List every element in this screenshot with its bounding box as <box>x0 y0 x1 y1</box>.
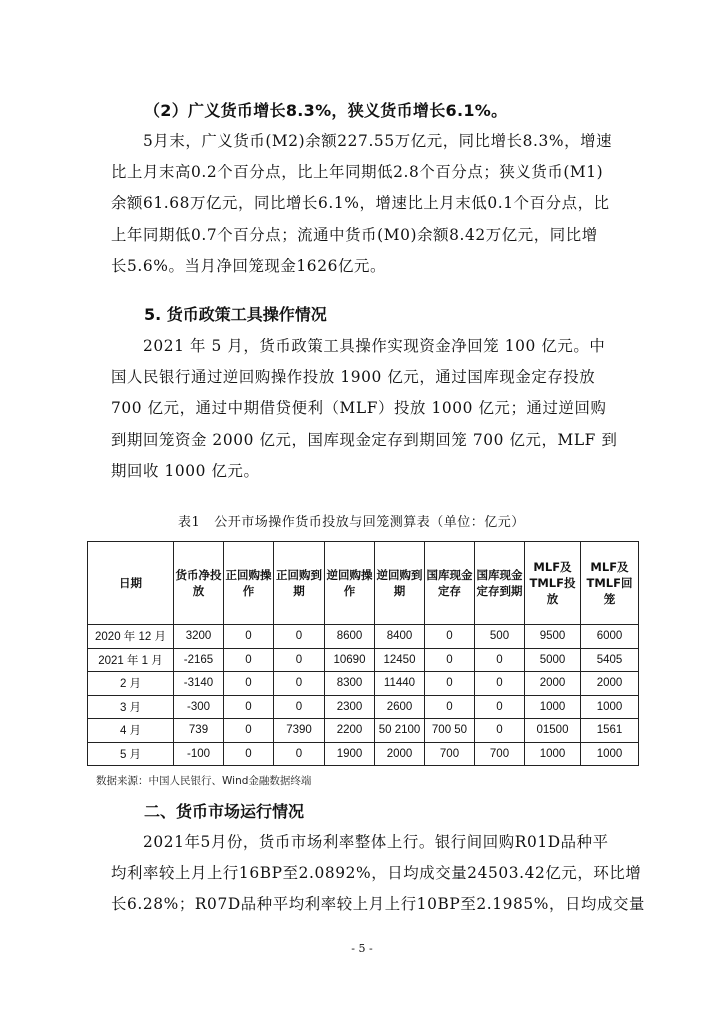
table-cell: 01500 <box>525 719 581 743</box>
paragraph-money-market <box>111 827 645 921</box>
table-body <box>88 625 639 766</box>
paragraph-line: 到期回笼资金 2000 亿元，国库现金定存到期回笼 700 亿元，MLF 到 <box>111 430 618 449</box>
table-cell: 10690 <box>325 648 375 672</box>
paragraph-line: 2021年5月份，货币市场利率整体上行。银行间回购R01D品种平 <box>143 833 609 851</box>
table-header-cell: 国库现金定存 <box>425 542 475 625</box>
table-cell: 1000 <box>581 695 639 719</box>
paragraph-line: 国人民银行通过逆回购操作投放 1900 亿元，通过国库现金定存投放 <box>111 368 596 387</box>
table-header-cell: 正回购到期 <box>274 542 325 625</box>
table-cell: 2000 <box>375 742 425 766</box>
table-row <box>88 625 639 649</box>
table-caption-label: 表1 <box>178 515 201 530</box>
table-header-cell: 逆回购到期 <box>375 542 425 625</box>
table-cell: 11440 <box>375 672 425 696</box>
paragraph-line: 长5.6%。当月净回笼现金1626亿元。 <box>111 256 386 275</box>
table-caption <box>178 511 525 530</box>
table-cell: 1000 <box>525 742 581 766</box>
table-cell: 0 <box>274 742 325 766</box>
table-cell: 0 <box>425 695 475 719</box>
table-cell: 9500 <box>525 625 581 649</box>
table-header-cell: 逆回购操作 <box>325 542 375 625</box>
table-cell: 6000 <box>581 625 639 649</box>
paragraph-line: 上年同期低0.7个百分点；流通中货币(M0)余额8.42万亿元，同比增 <box>111 225 598 244</box>
table-header-cell: 日期 <box>88 542 174 625</box>
table-cell: 0 <box>224 695 274 719</box>
table-row <box>88 672 639 696</box>
table-source-note: 数据来源：中国人民银行、Wind金融数据终端 <box>96 775 312 787</box>
table-cell: 0 <box>224 648 274 672</box>
table-cell: -2165 <box>174 648 224 672</box>
section-5-heading: 5. 货币政策工具操作情况 <box>144 305 327 324</box>
table-cell: 5000 <box>525 648 581 672</box>
table-cell: 700 50 <box>425 719 475 743</box>
table-caption-title: 公开市场操作货币投放与回笼测算表（单位：亿元） <box>214 515 525 530</box>
paragraph-line: 期回收 1000 亿元。 <box>111 461 260 480</box>
paragraph-line: 比上月末高0.2个百分点，比上年同期低2.8个百分点；狭义货币(M1) <box>111 163 604 182</box>
table-cell: 0 <box>425 648 475 672</box>
table-cell: 0 <box>425 672 475 696</box>
table-header-cell: 货币净投放 <box>174 542 224 625</box>
table-cell: 3200 <box>174 625 224 649</box>
table-cell: 2300 <box>325 695 375 719</box>
table-date-cell: 3 月 <box>88 695 174 719</box>
table-cell: 2000 <box>581 672 639 696</box>
table-cell: 0 <box>475 695 525 719</box>
table-cell: 739 <box>174 719 224 743</box>
table-row <box>88 695 639 719</box>
table-cell: 0 <box>475 648 525 672</box>
table-cell: 2600 <box>375 695 425 719</box>
table-cell: 5405 <box>581 648 639 672</box>
page-number: - 5 - <box>351 942 373 955</box>
table-cell: 0 <box>224 625 274 649</box>
table-cell: -100 <box>174 742 224 766</box>
table-header-cell: 国库现金定存到期 <box>475 542 525 625</box>
table-date-cell: 2021 年 1 月 <box>88 648 174 672</box>
table-cell: 0 <box>475 719 525 743</box>
table-cell: 0 <box>274 672 325 696</box>
table-row <box>88 742 639 766</box>
table-cell: 7390 <box>274 719 325 743</box>
table-cell: 1000 <box>525 695 581 719</box>
table-cell: 8300 <box>325 672 375 696</box>
table-date-cell: 4 月 <box>88 719 174 743</box>
section-2-heading: （2）广义货币增长8.3%，狭义货币增长6.1%。 <box>144 101 508 120</box>
table-cell: 12450 <box>375 648 425 672</box>
table-cell: 2000 <box>525 672 581 696</box>
table-cell: 1900 <box>325 742 375 766</box>
table-cell: 1561 <box>581 719 639 743</box>
table-date-cell: 5 月 <box>88 742 174 766</box>
table-date-cell: 2020 年 12 月 <box>88 625 174 649</box>
table-cell: 0 <box>224 742 274 766</box>
section-ii-heading: 二、货币市场运行情况 <box>144 802 305 821</box>
table-cell: 2200 <box>325 719 375 743</box>
paragraph-line: 700 亿元，通过中期借贷便利（MLF）投放 1000 亿元；通过逆回购 <box>111 399 607 418</box>
open-market-table <box>87 541 639 766</box>
table-row <box>88 719 639 743</box>
table-cell: 1000 <box>581 742 639 766</box>
table-header-cell: MLF及TMLF回笼 <box>581 542 639 625</box>
table-cell: 0 <box>224 719 274 743</box>
table-cell: 8600 <box>325 625 375 649</box>
table-header-cell: 正回购操作 <box>224 542 274 625</box>
table-header-row <box>88 542 639 625</box>
table-cell: -300 <box>174 695 224 719</box>
paragraph-line: 2021 年 5 月，货币政策工具操作实现资金净回笼 100 亿元。中 <box>143 337 606 355</box>
table-header-cell: MLF及TMLF投放 <box>525 542 581 625</box>
table-cell: 0 <box>475 672 525 696</box>
paragraph-line: 长6.28%；R07D品种平均利率较上月上行10BP至2.1985%，日均成交量 <box>111 895 645 914</box>
paragraph-line: 均利率较上月上行16BP至2.0892%，日均成交量24503.42亿元，环比增 <box>111 864 642 883</box>
table-cell: 700 <box>475 742 525 766</box>
table-cell: -3140 <box>174 672 224 696</box>
table-cell: 0 <box>425 625 475 649</box>
table-cell: 500 <box>475 625 525 649</box>
paragraph-line: 5月末，广义货币(M2)余额227.55万亿元，同比增长8.3%，增速 <box>143 132 613 150</box>
paragraph-policy-tools <box>111 331 619 487</box>
table-cell: 700 <box>425 742 475 766</box>
table-cell: 0 <box>274 695 325 719</box>
table-date-cell: 2 月 <box>88 672 174 696</box>
table-cell: 0 <box>224 672 274 696</box>
table-cell: 50 2100 <box>375 719 425 743</box>
table-cell: 0 <box>274 625 325 649</box>
paragraph-line: 余额61.68万亿元，同比增长6.1%，增速比上月末低0.1个百分点，比 <box>111 194 610 213</box>
paragraph-money-supply <box>111 126 619 282</box>
table-cell: 8400 <box>375 625 425 649</box>
table-cell: 0 <box>274 648 325 672</box>
table-row <box>88 648 639 672</box>
